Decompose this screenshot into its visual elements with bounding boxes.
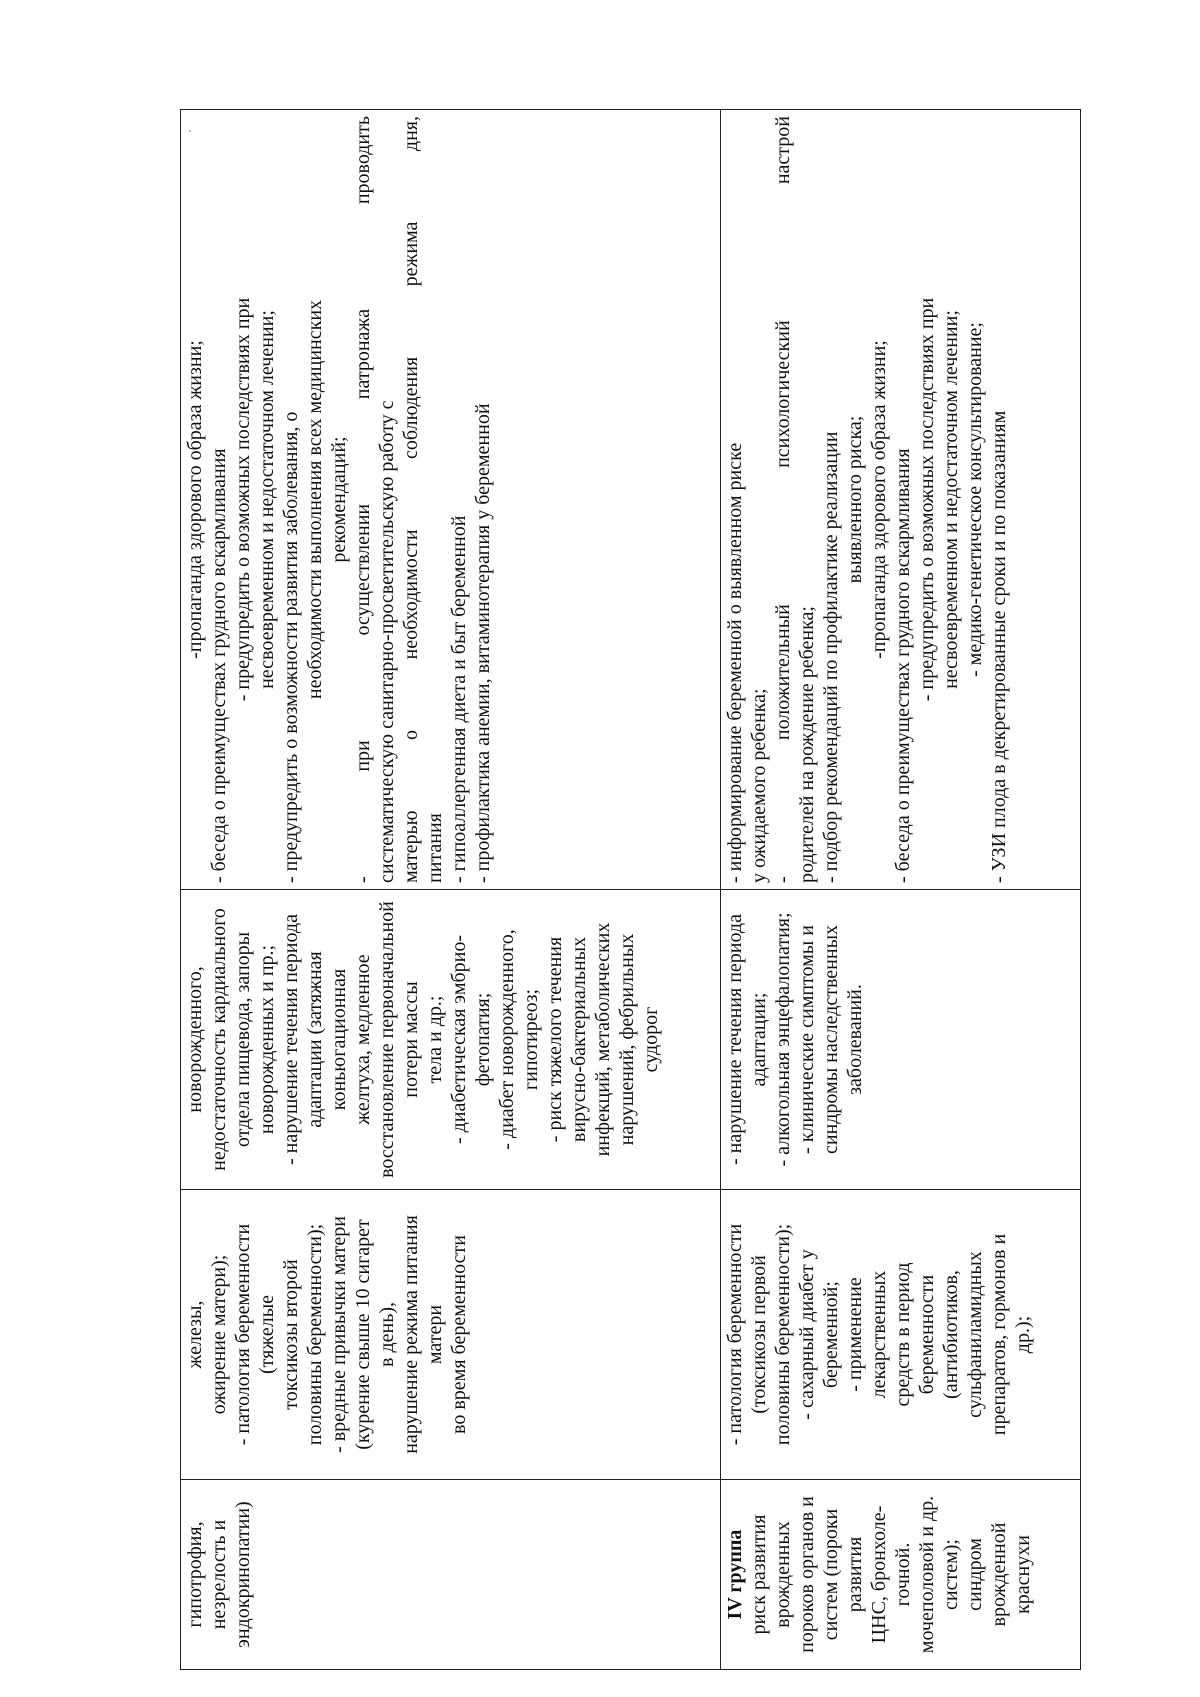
text-line: новорожденных и пр.; — [256, 944, 278, 1135]
text-line: ЦНС, бронхоле- — [868, 1505, 890, 1644]
risk-factors-cell — [181, 1190, 721, 1480]
text-line: матерью о необходимости соблюдения режима дня, — [400, 116, 422, 883]
text-line: - беседа о преимуществах грудного вскармливания — [208, 448, 230, 883]
risk-factors-cell — [721, 1190, 1081, 1480]
text-line: - беседа о преимуществах грудного вскармливания — [892, 448, 914, 883]
risk-groups-table — [180, 109, 1081, 1670]
text-line: - диабет новорожденного, — [496, 929, 518, 1150]
consequences-cell — [721, 890, 1081, 1190]
text-line: - нарушение течения периода — [280, 914, 302, 1165]
group-title: IV группа — [724, 1529, 746, 1620]
text-line: - предупредить о возможных последствиях при — [232, 297, 254, 702]
text-line: - положительный психологический настрой — [772, 116, 794, 883]
text-line: нарушение режима питания — [400, 1215, 422, 1454]
text-line: - риск тяжелого течения — [544, 936, 566, 1143]
text-line: гочной. — [892, 1542, 914, 1607]
text-line: - вредные привычки матери — [328, 1216, 350, 1453]
text-line: средств в период — [892, 1262, 914, 1407]
text-line: фетопатия; — [472, 992, 494, 1087]
text-line: - применение — [844, 1277, 866, 1392]
text-line: (тяжелые — [256, 1294, 278, 1375]
text-line: коньюгационная — [328, 968, 350, 1111]
text-line: - сахарный диабет у — [796, 1249, 818, 1420]
table-row — [721, 110, 1081, 1670]
text-line: адаптации; — [748, 992, 770, 1087]
text-line: синдром — [964, 1538, 986, 1611]
risk-group-cell — [721, 1480, 1081, 1670]
text-line: адаптации (затяжная — [304, 951, 326, 1128]
text-line: новорожденного, — [184, 966, 206, 1113]
text-line: - патология беременности — [232, 1223, 254, 1446]
text-line: краснухи — [1012, 1535, 1034, 1614]
text-line: несвоевременном и недостаточном лечении; — [940, 310, 962, 689]
text-line: - клинические симптомы и — [796, 925, 818, 1154]
text-line: - нарушение течения периода — [724, 914, 746, 1165]
text-line: систем); — [940, 1539, 962, 1610]
text-line: -пропаганда здорового образа жизни; — [184, 340, 206, 659]
text-line: гипотиреоз; — [520, 988, 542, 1091]
text-line: - предупредить о возможности развития заболевания, о — [280, 411, 302, 883]
consequences-cell — [181, 890, 721, 1190]
text-line: матери — [424, 1304, 446, 1365]
text-line: врожденной — [988, 1522, 1010, 1627]
text-line: пороков органов и — [796, 1496, 818, 1653]
text-line: - профилактика анемии, витаминотерапия у беременной — [472, 403, 494, 883]
text-line: несвоевременном и недостаточном лечении; — [256, 310, 278, 689]
text-line: сульфаниламидных — [964, 1251, 986, 1418]
text-line: гипотрофия, — [184, 1521, 206, 1628]
text-line: др.); — [1012, 1315, 1034, 1354]
text-line: инфекций, метаболических — [592, 922, 614, 1157]
text-line: эндокринопатии) — [232, 1501, 254, 1648]
text-line: - диабетическая эмбрио- — [448, 934, 470, 1145]
text-line: - алкогольная энцефалопатия; — [772, 912, 794, 1167]
text-line: беременной; — [820, 1281, 842, 1388]
text-line: - информирование беременной о выявленном риске — [724, 442, 746, 883]
preventive-measures-cell — [721, 110, 1081, 890]
text-line: родителей на рождение ребенка; — [796, 606, 818, 883]
text-line: (антибиотиков, — [940, 1270, 962, 1399]
text-line: - при осуществлении патронажа проводить — [352, 116, 374, 883]
text-line: беременности — [916, 1274, 938, 1395]
text-line: ожирение матери); — [208, 1254, 230, 1415]
text-line: отдела пищевода, запоры — [232, 931, 254, 1148]
text-line: - подбор рекомендаций по профилактике реализации — [820, 431, 842, 883]
text-line: синдромы наследственных — [820, 924, 842, 1155]
text-line: (токсикозы первой — [748, 1255, 770, 1414]
text-line: рекомендаций; — [328, 436, 350, 563]
text-line: - гипоаллергенная диета и быт беременной — [448, 515, 470, 883]
text-line: -пропаганда здорового образа жизни; — [868, 340, 890, 659]
text-line: развития — [844, 1536, 866, 1613]
text-line: систем (пороки — [820, 1508, 842, 1641]
text-line: риск развития — [748, 1514, 770, 1635]
text-line: систематическую санитарно-просветительскую работу с — [376, 400, 398, 883]
text-line: вирусно-бактериальных — [568, 936, 590, 1143]
text-line: желтуха, медленное — [352, 954, 374, 1125]
text-line: токсикозы второй — [280, 1259, 302, 1410]
text-line: железы, — [184, 1300, 206, 1369]
text-line: - предупредить о возможных последствиях при — [916, 297, 938, 702]
text-line: питания — [424, 813, 446, 883]
text-line: восстановление первоначальной — [376, 901, 398, 1178]
text-line: выявленного риска; — [844, 415, 866, 584]
text-line: в день), — [376, 1302, 398, 1367]
text-line: - УЗИ плода в декретированные сроки и по показаниям — [988, 410, 1010, 883]
text-line: (курение свыше 10 сигарет — [352, 1219, 374, 1450]
text-line: незрелость и — [208, 1519, 230, 1630]
text-line: половины беременности); — [304, 1223, 326, 1446]
text-line: - патология беременности — [724, 1223, 746, 1446]
text-line: у ожидаемого ребенка; — [748, 688, 770, 883]
text-line: лекарственных — [868, 1270, 890, 1399]
text-line: судорог — [640, 1006, 662, 1073]
text-line: потери массы — [400, 981, 422, 1098]
scan-mark: · — [188, 123, 192, 137]
preventive-measures-cell — [181, 110, 721, 890]
text-line: недостаточность кардиального — [208, 908, 230, 1171]
text-line: - медико-генетическое консультирование; — [964, 322, 986, 677]
text-line: во время беременности — [448, 1235, 470, 1434]
text-line: тела и др.; — [424, 995, 446, 1084]
text-line: необходимости выполнения всех медицинских — [304, 299, 326, 700]
text-line: половины беременности); — [772, 1223, 794, 1446]
text-line: препаратов, гормонов и — [988, 1233, 1010, 1436]
rotated-table-page — [180, 110, 1080, 1670]
risk-group-cell — [181, 1480, 721, 1670]
table-row — [181, 110, 721, 1670]
text-line: мочеполовой и др. — [916, 1495, 938, 1654]
text-line: нарушений, фебрильных — [616, 933, 638, 1146]
text-line: врожденных — [772, 1521, 794, 1628]
text-line: заболеваний. — [844, 984, 866, 1095]
